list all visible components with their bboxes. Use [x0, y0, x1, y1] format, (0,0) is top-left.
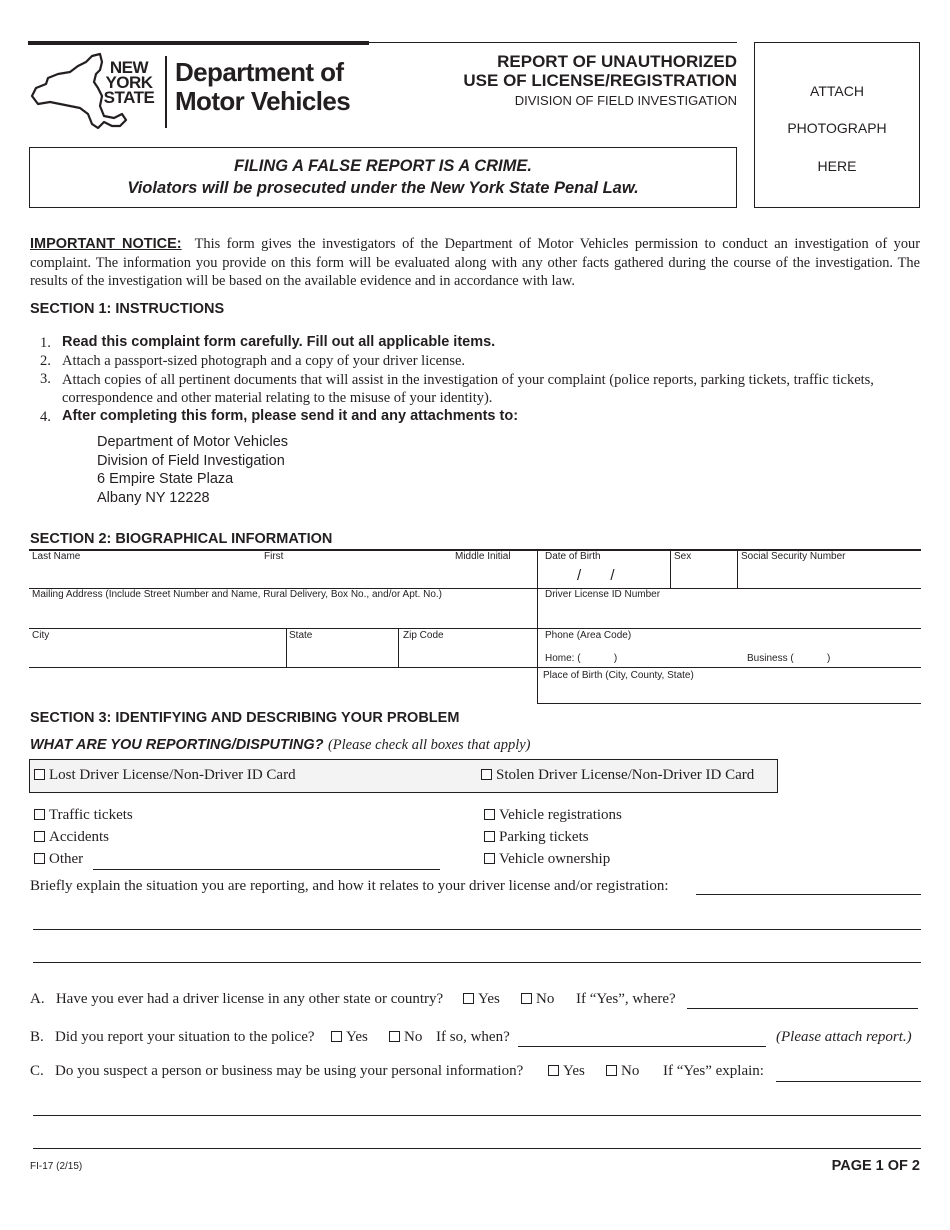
- vehicle-ownership-checkbox[interactable]: [484, 853, 495, 864]
- traffic-tickets-checkbox[interactable]: [34, 809, 45, 820]
- sex-field[interactable]: Sex: [674, 551, 692, 562]
- driver-license-id-field[interactable]: Driver License ID Number: [545, 589, 661, 600]
- question-b-no-checkbox[interactable]: [389, 1031, 400, 1042]
- form-id: FI-17 (2/15): [30, 1161, 83, 1172]
- other-option[interactable]: Other: [34, 851, 83, 868]
- photo-attach-box: ATTACH PHOTOGRAPH HERE: [754, 42, 920, 208]
- vehicle-ownership-option[interactable]: Vehicle ownership: [484, 851, 610, 868]
- question-a-where-label: If “Yes”, where?: [576, 991, 676, 1007]
- section2-title: SECTION 2: BIOGRAPHICAL INFORMATION: [30, 531, 333, 547]
- question-b: B. Did you report your situation to the police?: [30, 1029, 315, 1045]
- question-b-when-input[interactable]: [518, 1046, 766, 1047]
- explain-input-line-3[interactable]: [33, 962, 921, 963]
- state-field[interactable]: State: [289, 630, 313, 641]
- question-c: C. Do you suspect a person or business may be using your personal information?: [30, 1063, 524, 1079]
- instruction-item: 1. Read this complaint form carefully. Fill out all applicable items.: [40, 334, 496, 351]
- logo-department-name: Department of Motor Vehicles: [175, 57, 351, 116]
- other-input-line[interactable]: [93, 869, 440, 870]
- question-a-where-input[interactable]: [687, 1008, 918, 1009]
- city-field[interactable]: City: [32, 630, 50, 641]
- instruction-list: [40, 333, 900, 427]
- question-c-explain-input-3[interactable]: [33, 1148, 921, 1149]
- question-c-explain-input-2[interactable]: [33, 1115, 921, 1116]
- logo-state-text: NEW YORK STATE: [103, 58, 155, 107]
- reporting-question: WHAT ARE YOU REPORTING/DISPUTING? (Please check all boxes that apply): [30, 737, 531, 753]
- section1-title: SECTION 1: INSTRUCTIONS: [30, 301, 225, 317]
- question-c-explain-label: If “Yes” explain:: [663, 1063, 764, 1079]
- question-c-yes-checkbox[interactable]: [548, 1065, 559, 1076]
- vehicle-registrations-checkbox[interactable]: [484, 809, 495, 820]
- question-a-no-checkbox[interactable]: [521, 993, 532, 1004]
- notice-label: IMPORTANT NOTICE:: [30, 236, 182, 252]
- false-report-warning: FILING A FALSE REPORT IS A CRIME. Violators will be prosecuted under the New York State Penal Law.: [29, 147, 737, 208]
- question-a: A. Have you ever had a driver license in any other state or country?: [30, 991, 444, 1007]
- instruction-item: 2. Attach a passport-sized photograph and a copy of your driver license.: [40, 353, 466, 369]
- question-c-no[interactable]: No: [606, 1063, 639, 1080]
- accidents-checkbox[interactable]: [34, 831, 45, 842]
- question-a-no[interactable]: No: [521, 991, 554, 1008]
- header-top-rule-thin: [369, 42, 737, 43]
- question-c-yes[interactable]: Yes: [548, 1063, 585, 1080]
- question-b-no[interactable]: No: [389, 1029, 422, 1046]
- important-notice: [30, 235, 920, 291]
- explain-prompt: Briefly explain the situation you are reporting, and how it relates to your driver license and/or registration:: [30, 878, 669, 894]
- explain-input-line-2[interactable]: [33, 929, 921, 930]
- phone-label: Phone (Area Code): [545, 630, 632, 641]
- first-name-field[interactable]: First: [264, 551, 284, 562]
- page-number: PAGE 1 OF 2: [831, 1158, 920, 1174]
- ssn-field[interactable]: Social Security Number: [741, 551, 846, 562]
- question-b-yes[interactable]: Yes: [331, 1029, 368, 1046]
- zip-code-field[interactable]: Zip Code: [403, 630, 444, 641]
- parking-tickets-option[interactable]: Parking tickets: [484, 829, 589, 846]
- logo-divider: [165, 56, 167, 128]
- business-phone-field[interactable]: Business ( ): [747, 653, 831, 664]
- middle-initial-field[interactable]: Middle Initial: [455, 551, 511, 562]
- question-b-when-label: If so, when?: [436, 1029, 510, 1045]
- header-top-rule-thick: [28, 41, 369, 45]
- mailing-destination-address: Department of Motor Vehicles Division of Field Investigation 6 Empire State Plaza Albany NY 12228: [97, 434, 289, 506]
- question-c-explain-input-1[interactable]: [776, 1081, 921, 1082]
- explain-input-line-1[interactable]: [696, 894, 921, 895]
- question-b-yes-checkbox[interactable]: [331, 1031, 342, 1042]
- lost-license-option[interactable]: Lost Driver License/Non-Driver ID Card: [34, 767, 296, 784]
- lost-license-checkbox[interactable]: [34, 769, 45, 780]
- last-name-field[interactable]: Last Name: [32, 551, 81, 562]
- place-of-birth-field[interactable]: Place of Birth (City, County, State): [543, 670, 694, 681]
- vehicle-registrations-option[interactable]: Vehicle registrations: [484, 807, 622, 824]
- section3-title: SECTION 3: IDENTIFYING AND DESCRIBING YOUR PROBLEM: [30, 710, 460, 726]
- accidents-option[interactable]: Accidents: [34, 829, 109, 846]
- notice-text: This form gives the investigators of the Department of Motor Vehicles permission to conduct an investigation of your complaint. The information you provide on this form will be evaluated along with any other facts gathered during the course of the investigation. The results of the investigation will be based on the available evidence and in accordance with law.: [30, 236, 921, 289]
- form-subtitle: DIVISION OF FIELD INVESTIGATION: [514, 93, 737, 108]
- question-c-no-checkbox[interactable]: [606, 1065, 617, 1076]
- home-phone-field[interactable]: Home: ( ): [545, 653, 618, 664]
- date-of-birth-separators: / /: [577, 567, 615, 584]
- date-of-birth-field[interactable]: Date of Birth: [545, 551, 601, 562]
- question-a-yes[interactable]: Yes: [463, 991, 500, 1008]
- parking-tickets-checkbox[interactable]: [484, 831, 495, 842]
- instruction-item: 4. After completing this form, please send it and any attachments to:: [40, 408, 519, 425]
- attach-report-note: (Please attach report.): [776, 1029, 912, 1045]
- stolen-license-checkbox[interactable]: [481, 769, 492, 780]
- question-a-yes-checkbox[interactable]: [463, 993, 474, 1004]
- instruction-item: 3. Attach copies of all pertinent documents that will assist in the investigation of your complaint (police reports, parking tickets, traffic tickets, correspondence and other material relating to the misuse of your identity).: [40, 371, 874, 406]
- traffic-tickets-option[interactable]: Traffic tickets: [34, 807, 133, 824]
- mailing-address-field[interactable]: Mailing Address (Include Street Number and Name, Rural Delivery, Box No., and/or Apt. No.): [32, 589, 442, 600]
- stolen-license-option[interactable]: Stolen Driver License/Non-Driver ID Card: [481, 767, 754, 784]
- form-title: REPORT OF UNAUTHORIZED USE OF LICENSE/REGISTRATION: [463, 52, 737, 90]
- other-checkbox[interactable]: [34, 853, 45, 864]
